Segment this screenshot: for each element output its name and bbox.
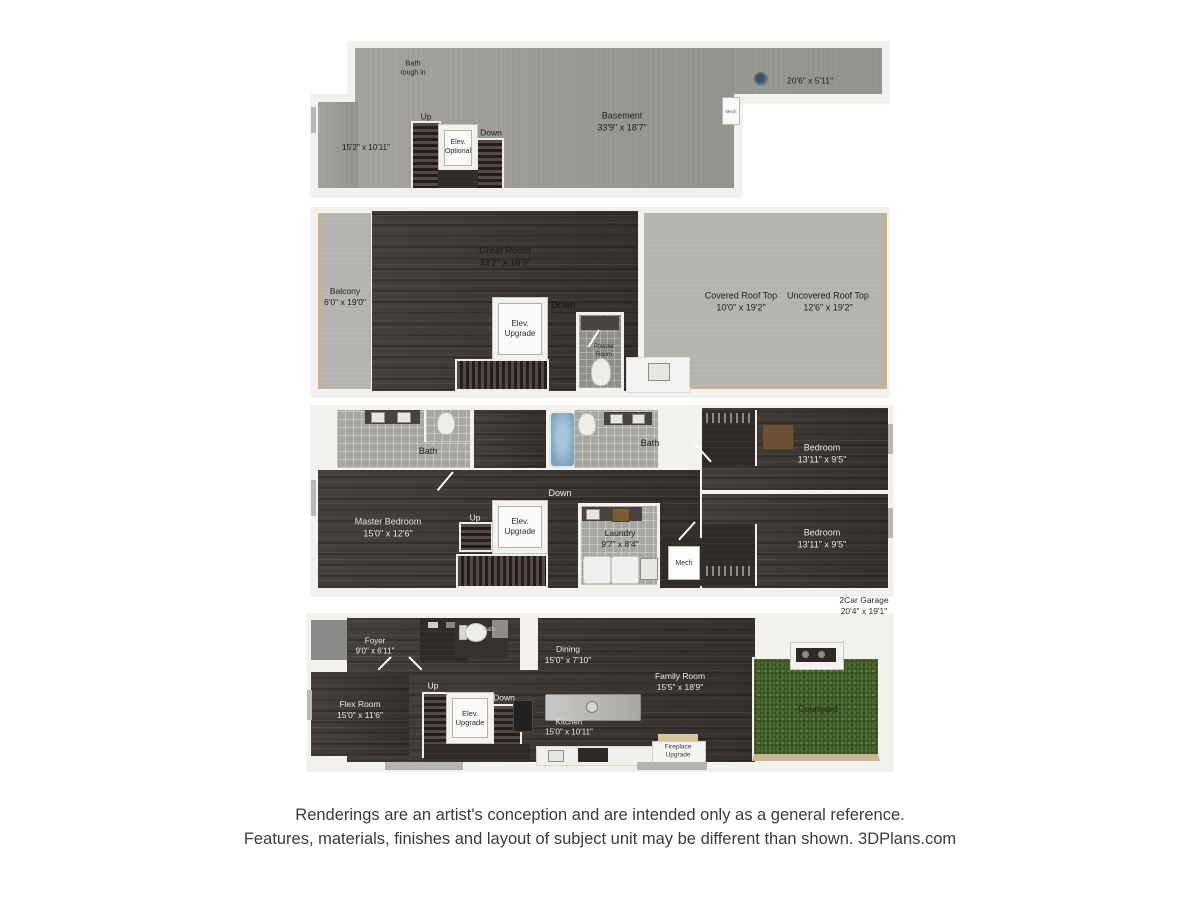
covered-rooftop-label xyxy=(705,290,777,313)
bedroom-stairs-up xyxy=(461,524,491,550)
hall-landing xyxy=(520,616,538,670)
uncovered-rooftop-label xyxy=(787,290,869,313)
fireplace-label xyxy=(665,744,692,761)
laundry-dim: 9'7" x 8'4" xyxy=(601,539,639,549)
disclaimer-line1: Renderings are an artist's conception and are intended only as a general reference. xyxy=(295,806,905,824)
basement-strip-dim-label xyxy=(787,75,833,86)
basement-dim: 33'9" x 18'7" xyxy=(597,122,647,132)
walkin-closet-floor xyxy=(474,410,546,468)
powder-vanity xyxy=(581,316,619,330)
desk-icon xyxy=(762,424,794,450)
down-text: Down xyxy=(550,299,576,311)
up-text: Up xyxy=(420,111,432,122)
bedroom1-label xyxy=(798,442,847,465)
bedroom2-dim: 13'11" x 9'5" xyxy=(797,539,847,549)
balcony-name: Balcony xyxy=(329,285,361,296)
great-room-name: Great Room xyxy=(479,245,531,257)
bedroom-elevator-label xyxy=(498,506,542,548)
basement-down-label xyxy=(480,127,502,138)
laundry-name: Laundry xyxy=(604,527,636,538)
down-text: Down xyxy=(493,692,515,703)
wire-shelf-icon xyxy=(706,413,752,423)
main-bath-label xyxy=(483,627,495,635)
basement-mech-label: Mech xyxy=(725,108,737,114)
garage-label xyxy=(839,595,888,617)
main-elevator-label xyxy=(452,698,488,738)
elev-line1: Elev. xyxy=(461,708,479,718)
dining-dim: 15'0" x 7'10" xyxy=(544,655,592,665)
wire-shelf-icon xyxy=(706,566,752,576)
washer-icon xyxy=(583,556,611,584)
basement-window xyxy=(311,107,316,133)
basement-mech-box xyxy=(722,97,740,125)
bedroom2-name: Bedroom xyxy=(803,527,841,538)
roof-down-label xyxy=(551,300,575,312)
kitchen-name: Kitchen xyxy=(555,717,583,727)
master-dim: 15'0" x 12'6" xyxy=(363,528,413,538)
foyer-name: Foyer xyxy=(364,636,386,646)
master-window xyxy=(311,480,316,516)
courtyard-text: Courtyard xyxy=(798,704,838,715)
utility-sink-icon xyxy=(640,558,658,580)
bath2-label xyxy=(641,438,660,450)
elev-line1: Elev. xyxy=(511,517,529,526)
basement-stairs-up xyxy=(413,123,439,188)
up-text: Up xyxy=(469,512,481,523)
elev-line1: Elev. xyxy=(450,139,466,147)
roof-elevator-label xyxy=(498,303,542,355)
uncovered-name: Uncovered Roof Top xyxy=(787,290,869,301)
down-text: Down xyxy=(548,488,572,499)
bath2-text: Bath xyxy=(640,438,660,449)
great-room-dim: 33'2" x 18'9" xyxy=(478,258,532,269)
basement-left-dim: 15'2" x 10'11" xyxy=(342,142,390,152)
dining-label xyxy=(545,644,592,666)
basket-icon xyxy=(612,508,630,522)
balcony-dim: 6'0" x 19'0" xyxy=(324,297,366,307)
sink-icon xyxy=(648,363,670,381)
porch-step xyxy=(385,762,463,770)
elev-line1: Elev. xyxy=(511,319,529,328)
garage-name: 2Car Garage xyxy=(839,594,889,605)
foyer-label xyxy=(356,637,395,658)
bathtub-icon xyxy=(549,411,576,468)
main-elevator xyxy=(446,692,494,744)
foyer-dim: 9'0" x 6'11" xyxy=(355,647,395,656)
fireplace-line2: Upgrade xyxy=(665,752,691,759)
uncovered-dim: 12'6" x 19'2" xyxy=(803,302,853,312)
basement-bath-roughin-label xyxy=(400,59,425,78)
sink-icon xyxy=(548,750,564,762)
mech-label: Mech xyxy=(675,559,693,567)
elev-line2: Optional xyxy=(444,148,472,155)
sink-icon xyxy=(610,414,623,424)
fixture-icon xyxy=(428,622,438,628)
elev-line2: Upgrade xyxy=(504,329,536,338)
powder-toilet-icon xyxy=(591,358,611,386)
bedroom2-closet xyxy=(702,524,757,586)
bath-roughin-line1: Bath xyxy=(405,58,421,68)
sink-icon xyxy=(397,412,411,423)
basement-left-dim-label xyxy=(342,143,390,153)
bath-text: Bath xyxy=(482,627,496,634)
bedroom-up-label xyxy=(470,512,481,523)
kitchen-label xyxy=(545,718,593,739)
basement-elevator xyxy=(438,124,478,172)
master-name: Master Bedroom xyxy=(354,516,422,527)
toilet-icon xyxy=(578,413,596,436)
elev-line2: Upgrade xyxy=(504,527,536,536)
garage-dim: 20'4" x 19'1" xyxy=(840,606,888,616)
up-text: Up xyxy=(427,680,439,691)
basement-stair-landing xyxy=(438,170,478,188)
bath1-text: Bath xyxy=(418,446,438,457)
sink-icon xyxy=(371,412,385,423)
bath-roughin-line2: rough in xyxy=(400,69,426,77)
sink-icon xyxy=(632,414,645,424)
bedroom2-label xyxy=(798,527,847,550)
toilet-icon xyxy=(437,412,455,435)
courtyard-label xyxy=(798,704,838,716)
basement-name: Basement xyxy=(601,110,643,121)
fridge-icon xyxy=(513,700,533,732)
dryer-icon xyxy=(611,556,639,584)
island-sink-icon xyxy=(586,701,598,713)
strip-dim: 20'6" x 5'11" xyxy=(787,75,833,86)
floor-drain-icon xyxy=(754,72,768,86)
balcony-label xyxy=(324,286,366,308)
flex-name: Flex Room xyxy=(339,698,381,709)
sink-icon xyxy=(586,509,600,520)
master-bedroom-label xyxy=(355,516,422,539)
burner-icon xyxy=(802,651,809,658)
down-text: Down xyxy=(480,127,502,138)
fireplace-line1: Fireplace xyxy=(664,743,692,751)
flex-window xyxy=(307,690,312,720)
main-up-label xyxy=(428,680,439,691)
roof-elevator xyxy=(492,297,548,361)
basement-stairs-down xyxy=(478,140,502,188)
dining-name: Dining xyxy=(555,643,581,654)
bath1-label xyxy=(419,446,438,458)
laundry-label xyxy=(601,528,638,550)
patio-step xyxy=(637,762,707,770)
burner-icon xyxy=(818,651,825,658)
basement-up-label xyxy=(421,111,432,122)
powder-room-label xyxy=(594,344,614,360)
basement-room-label xyxy=(597,110,646,133)
powder-line2: Room xyxy=(595,352,612,358)
family-dim: 15'5" x 18'9" xyxy=(656,682,704,692)
main-down-label xyxy=(493,692,515,703)
great-room-label xyxy=(479,246,531,271)
kitchen-dim: 15'0" x 10'11" xyxy=(545,728,593,737)
bedroom-stairs-down xyxy=(458,556,546,586)
family-name: Family Room xyxy=(654,670,706,681)
bedroom2-window xyxy=(888,508,893,538)
disclaimer-line2: Features, materials, finishes and layout of subject unit may be different than shown. 3DPlans.com xyxy=(243,830,957,848)
powder-line1: Powder xyxy=(593,344,615,351)
bedroom-down-label xyxy=(548,488,571,500)
bedroom-elevator xyxy=(492,500,548,554)
mech-box xyxy=(668,546,700,580)
bedroom1-dim: 13'11" x 9'5" xyxy=(797,454,847,464)
covered-name: Covered Roof Top xyxy=(704,290,778,301)
basement-elevator-label xyxy=(444,130,472,166)
stove-icon xyxy=(578,748,608,762)
elev-line2: Upgrade xyxy=(455,718,485,727)
covered-dim: 10'0" x 19'2" xyxy=(716,302,766,312)
roof-stairs-down xyxy=(457,361,547,389)
family-room-label xyxy=(655,671,705,693)
flex-room-label xyxy=(337,699,383,721)
flex-dim: 15'0" x 11'6" xyxy=(337,710,383,720)
bedroom1-window xyxy=(888,424,893,454)
stair-landing xyxy=(424,744,530,760)
bedroom1-name: Bedroom xyxy=(803,442,841,453)
